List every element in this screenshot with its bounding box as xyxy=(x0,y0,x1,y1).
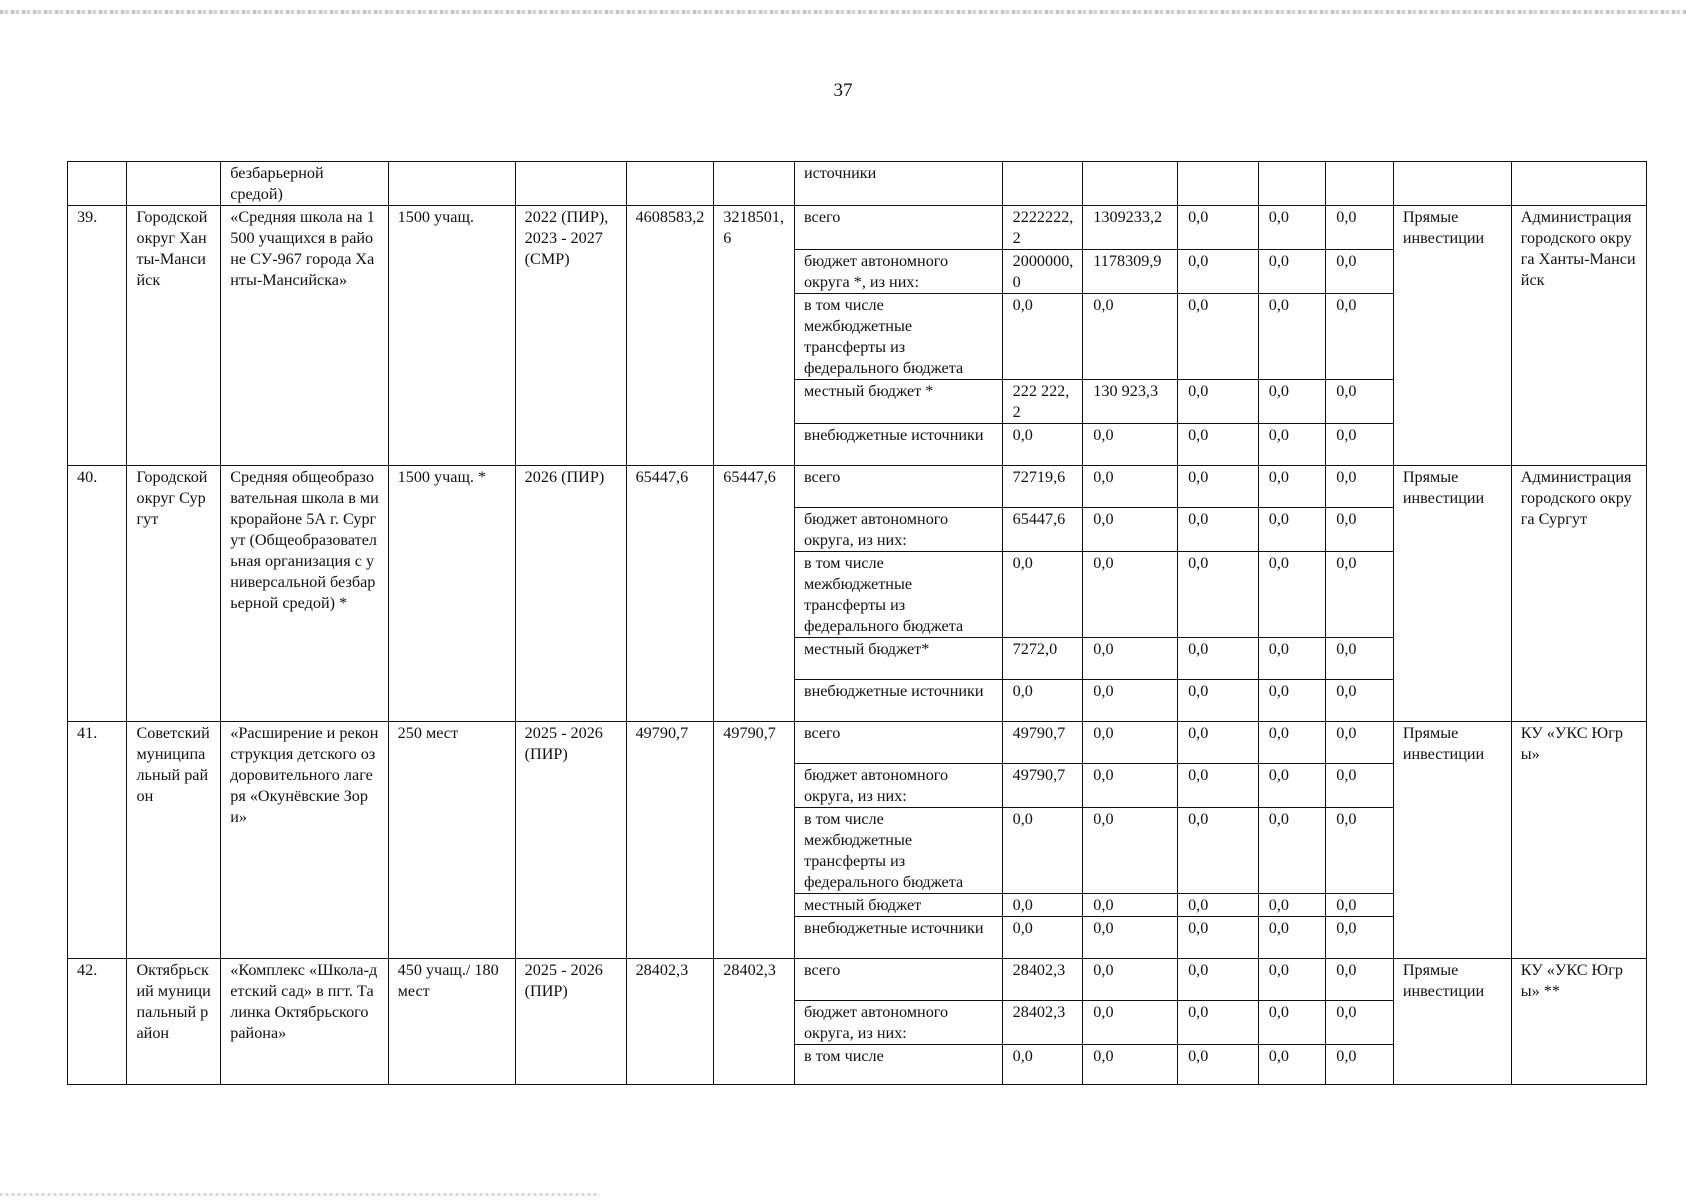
cont-remaining-cell xyxy=(714,162,795,206)
amount-cell: 0,0 xyxy=(1326,917,1394,959)
amount-cell: 0,0 xyxy=(1258,638,1326,680)
amount-cell: 0,0 xyxy=(1178,552,1259,638)
amount-cell: 0,0 xyxy=(1178,917,1259,959)
amount-cell: 0,0 xyxy=(1083,466,1178,508)
period-cell: 2025 - 2026 (ПИР) xyxy=(515,722,626,959)
amount-cell: 0,0 xyxy=(1083,722,1178,764)
cont-value-cell xyxy=(1258,162,1326,206)
amount-cell: 0,0 xyxy=(1326,294,1394,380)
amount-cell: 0,0 xyxy=(1002,552,1083,638)
funding-form-cell: Прямые инвестиции xyxy=(1393,206,1511,466)
funding-source-cell: всего xyxy=(794,206,1002,250)
period-cell: 2026 (ПИР) xyxy=(515,466,626,722)
funding-source-cell: бюджет автономного округа, из них: xyxy=(794,1001,1002,1045)
funding-source-cell: бюджет автономного округа, из них: xyxy=(794,508,1002,552)
amount-cell: 0,0 xyxy=(1178,250,1259,294)
amount-cell: 0,0 xyxy=(1326,959,1394,1001)
amount-cell: 0,0 xyxy=(1258,722,1326,764)
table-row xyxy=(68,722,1647,764)
amount-cell: 0,0 xyxy=(1002,894,1083,917)
amount-cell: 0,0 xyxy=(1178,1001,1259,1045)
continuation-row xyxy=(68,162,1647,206)
amount-cell: 0,0 xyxy=(1002,294,1083,380)
amount-cell: 0,0 xyxy=(1083,764,1178,808)
scan-edge-bottom xyxy=(0,1193,600,1196)
amount-cell: 0,0 xyxy=(1083,552,1178,638)
funding-source-cell: местный бюджет* xyxy=(794,638,1002,680)
funding-source-cell: бюджет автономного округа *, из них: xyxy=(794,250,1002,294)
customer-cell: КУ «УКС Югры» xyxy=(1511,722,1646,959)
amount-cell: 0,0 xyxy=(1258,206,1326,250)
municipality-cell: Октябрьский муниципальный район xyxy=(127,959,221,1085)
amount-cell: 0,0 xyxy=(1326,424,1394,466)
amount-cell: 0,0 xyxy=(1178,466,1259,508)
amount-cell: 0,0 xyxy=(1178,959,1259,1001)
cont-estimate-cell xyxy=(626,162,714,206)
amount-cell: 0,0 xyxy=(1258,1045,1326,1085)
amount-cell: 0,0 xyxy=(1258,552,1326,638)
amount-cell: 65447,6 xyxy=(1002,508,1083,552)
amount-cell: 0,0 xyxy=(1258,424,1326,466)
amount-cell: 0,0 xyxy=(1083,508,1178,552)
amount-cell: 0,0 xyxy=(1083,1045,1178,1085)
amount-cell: 0,0 xyxy=(1326,206,1394,250)
amount-cell: 0,0 xyxy=(1178,722,1259,764)
object-name-cell: «Средняя школа на 1500 учащихся в районе СУ-967 города Ханты-Мансийска» xyxy=(221,206,388,466)
amount-cell: 0,0 xyxy=(1002,917,1083,959)
amount-cell: 0,0 xyxy=(1326,764,1394,808)
amount-cell: 0,0 xyxy=(1258,1001,1326,1045)
customer-cell: Администрация городского округа Сургут xyxy=(1511,466,1646,722)
funding-source-cell: внебюджетные источники xyxy=(794,424,1002,466)
funding-source-cell: всего xyxy=(794,466,1002,508)
period-cell: 2022 (ПИР), 2023 - 2027 (СМР) xyxy=(515,206,626,466)
cont-municipality-cell xyxy=(127,162,221,206)
amount-cell: 0,0 xyxy=(1083,638,1178,680)
amount-cell: 0,0 xyxy=(1178,424,1259,466)
funding-source-cell: в том числе межбюджетные трансферты из федерального бюджета xyxy=(794,294,1002,380)
amount-cell: 0,0 xyxy=(1326,680,1394,722)
amount-cell: 0,0 xyxy=(1326,722,1394,764)
cont-source-cell: источники xyxy=(794,162,1002,206)
capacity-cell: 1500 учащ. xyxy=(388,206,515,466)
funding-source-cell: всего xyxy=(794,959,1002,1001)
customer-cell: КУ «УКС Югры» ** xyxy=(1511,959,1646,1085)
amount-cell: 0,0 xyxy=(1258,250,1326,294)
municipality-cell: Советский муниципальный район xyxy=(127,722,221,959)
cont-value-cell xyxy=(1083,162,1178,206)
remaining-cost-cell: 65447,6 xyxy=(714,466,795,722)
amount-cell: 0,0 xyxy=(1258,294,1326,380)
amount-cell: 0,0 xyxy=(1002,1045,1083,1085)
estimate-cost-cell: 49790,7 xyxy=(626,722,714,959)
amount-cell: 0,0 xyxy=(1326,466,1394,508)
funding-source-cell: в том числе xyxy=(794,1045,1002,1085)
cont-customer-cell xyxy=(1511,162,1646,206)
estimate-cost-cell: 4608583,2 xyxy=(626,206,714,466)
object-name-cell: «Расширение и реконструкция детского оздоровительного лагеря «Окунёвские Зори» xyxy=(221,722,388,959)
table-row xyxy=(68,206,1647,250)
cont-value-cell xyxy=(1326,162,1394,206)
funding-source-cell: местный бюджет * xyxy=(794,380,1002,424)
amount-cell: 0,0 xyxy=(1083,959,1178,1001)
amount-cell: 0,0 xyxy=(1083,894,1178,917)
amount-cell: 0,0 xyxy=(1002,680,1083,722)
amount-cell: 0,0 xyxy=(1258,466,1326,508)
amount-cell: 0,0 xyxy=(1326,1001,1394,1045)
investment-table xyxy=(67,161,1647,1085)
amount-cell: 7272,0 xyxy=(1002,638,1083,680)
amount-cell: 0,0 xyxy=(1178,206,1259,250)
amount-cell: 28402,3 xyxy=(1002,1001,1083,1045)
cont-period-cell xyxy=(515,162,626,206)
amount-cell: 0,0 xyxy=(1083,917,1178,959)
amount-cell: 49790,7 xyxy=(1002,722,1083,764)
amount-cell: 0,0 xyxy=(1326,1045,1394,1085)
amount-cell: 0,0 xyxy=(1178,808,1259,894)
amount-cell: 0,0 xyxy=(1326,552,1394,638)
funding-form-cell: Прямые инвестиции xyxy=(1393,722,1511,959)
amount-cell: 49790,7 xyxy=(1002,764,1083,808)
amount-cell: 2222222,2 xyxy=(1002,206,1083,250)
amount-cell: 0,0 xyxy=(1178,294,1259,380)
amount-cell: 0,0 xyxy=(1178,380,1259,424)
amount-cell: 28402,3 xyxy=(1002,959,1083,1001)
capacity-cell: 450 учащ./ 180 мест xyxy=(388,959,515,1085)
amount-cell: 0,0 xyxy=(1326,508,1394,552)
amount-cell: 0,0 xyxy=(1326,808,1394,894)
municipality-cell: Городской округ Сургут xyxy=(127,466,221,722)
scan-edge-top xyxy=(0,10,1686,14)
amount-cell: 0,0 xyxy=(1178,638,1259,680)
amount-cell: 0,0 xyxy=(1326,380,1394,424)
amount-cell: 0,0 xyxy=(1083,808,1178,894)
funding-source-cell: в том числе межбюджетные трансферты из федерального бюджета xyxy=(794,552,1002,638)
amount-cell: 0,0 xyxy=(1083,294,1178,380)
amount-cell: 0,0 xyxy=(1326,894,1394,917)
entry-number-cell: 42. xyxy=(68,959,127,1085)
table-row xyxy=(68,959,1647,1001)
funding-source-cell: внебюджетные источники xyxy=(794,680,1002,722)
funding-source-cell: внебюджетные источники xyxy=(794,917,1002,959)
remaining-cost-cell: 28402,3 xyxy=(714,959,795,1085)
amount-cell: 0,0 xyxy=(1178,680,1259,722)
funding-source-cell: всего xyxy=(794,722,1002,764)
period-cell: 2025 - 2026 (ПИР) xyxy=(515,959,626,1085)
amount-cell: 0,0 xyxy=(1178,1045,1259,1085)
amount-cell: 0,0 xyxy=(1083,680,1178,722)
amount-cell: 2000000,0 xyxy=(1002,250,1083,294)
amount-cell: 0,0 xyxy=(1002,424,1083,466)
amount-cell: 0,0 xyxy=(1258,764,1326,808)
amount-cell: 0,0 xyxy=(1258,380,1326,424)
cont-funding-cell xyxy=(1393,162,1511,206)
cont-value-cell xyxy=(1002,162,1083,206)
capacity-cell: 1500 учащ. * xyxy=(388,466,515,722)
object-name-cell: Средняя общеобразовательная школа в микрорайоне 5А г. Сургут (Общеобразовательная организация с универсальной безбарьерной средой) * xyxy=(221,466,388,722)
amount-cell: 130 923,3 xyxy=(1083,380,1178,424)
estimate-cost-cell: 28402,3 xyxy=(626,959,714,1085)
customer-cell: Администрация городского округа Ханты-Мансийск xyxy=(1511,206,1646,466)
amount-cell: 0,0 xyxy=(1178,764,1259,808)
funding-form-cell: Прямые инвестиции xyxy=(1393,466,1511,722)
capacity-cell: 250 мест xyxy=(388,722,515,959)
cont-value-cell xyxy=(1178,162,1259,206)
entry-number-cell: 41. xyxy=(68,722,127,959)
amount-cell: 0,0 xyxy=(1258,959,1326,1001)
remaining-cost-cell: 49790,7 xyxy=(714,722,795,959)
amount-cell: 0,0 xyxy=(1258,894,1326,917)
amount-cell: 0,0 xyxy=(1258,917,1326,959)
amount-cell: 0,0 xyxy=(1178,894,1259,917)
funding-source-cell: бюджет автономного округа, из них: xyxy=(794,764,1002,808)
funding-source-cell: в том числе межбюджетные трансферты из федерального бюджета xyxy=(794,808,1002,894)
entry-number-cell: 39. xyxy=(68,206,127,466)
funding-source-cell: местный бюджет xyxy=(794,894,1002,917)
amount-cell: 72719,6 xyxy=(1002,466,1083,508)
cont-num-cell xyxy=(68,162,127,206)
amount-cell: 0,0 xyxy=(1002,808,1083,894)
amount-cell: 222 222,2 xyxy=(1002,380,1083,424)
funding-form-cell: Прямые инвестиции xyxy=(1393,959,1511,1085)
amount-cell: 1178309,9 xyxy=(1083,250,1178,294)
remaining-cost-cell: 3218501,6 xyxy=(714,206,795,466)
amount-cell: 1309233,2 xyxy=(1083,206,1178,250)
amount-cell: 0,0 xyxy=(1083,1001,1178,1045)
amount-cell: 0,0 xyxy=(1258,680,1326,722)
amount-cell: 0,0 xyxy=(1258,808,1326,894)
amount-cell: 0,0 xyxy=(1326,250,1394,294)
entry-number-cell: 40. xyxy=(68,466,127,722)
object-name-cell: «Комплекс «Школа-детский сад» в пгт. Талинка Октябрьского района» xyxy=(221,959,388,1085)
cont-capacity-cell xyxy=(388,162,515,206)
amount-cell: 0,0 xyxy=(1326,638,1394,680)
estimate-cost-cell: 65447,6 xyxy=(626,466,714,722)
page-number: 37 xyxy=(833,80,853,101)
amount-cell: 0,0 xyxy=(1258,508,1326,552)
municipality-cell: Городской округ Ханты-Мансийск xyxy=(127,206,221,466)
table-row xyxy=(68,466,1647,508)
amount-cell: 0,0 xyxy=(1178,508,1259,552)
amount-cell: 0,0 xyxy=(1083,424,1178,466)
cont-object-cell: безбарьерной средой) xyxy=(221,162,388,206)
